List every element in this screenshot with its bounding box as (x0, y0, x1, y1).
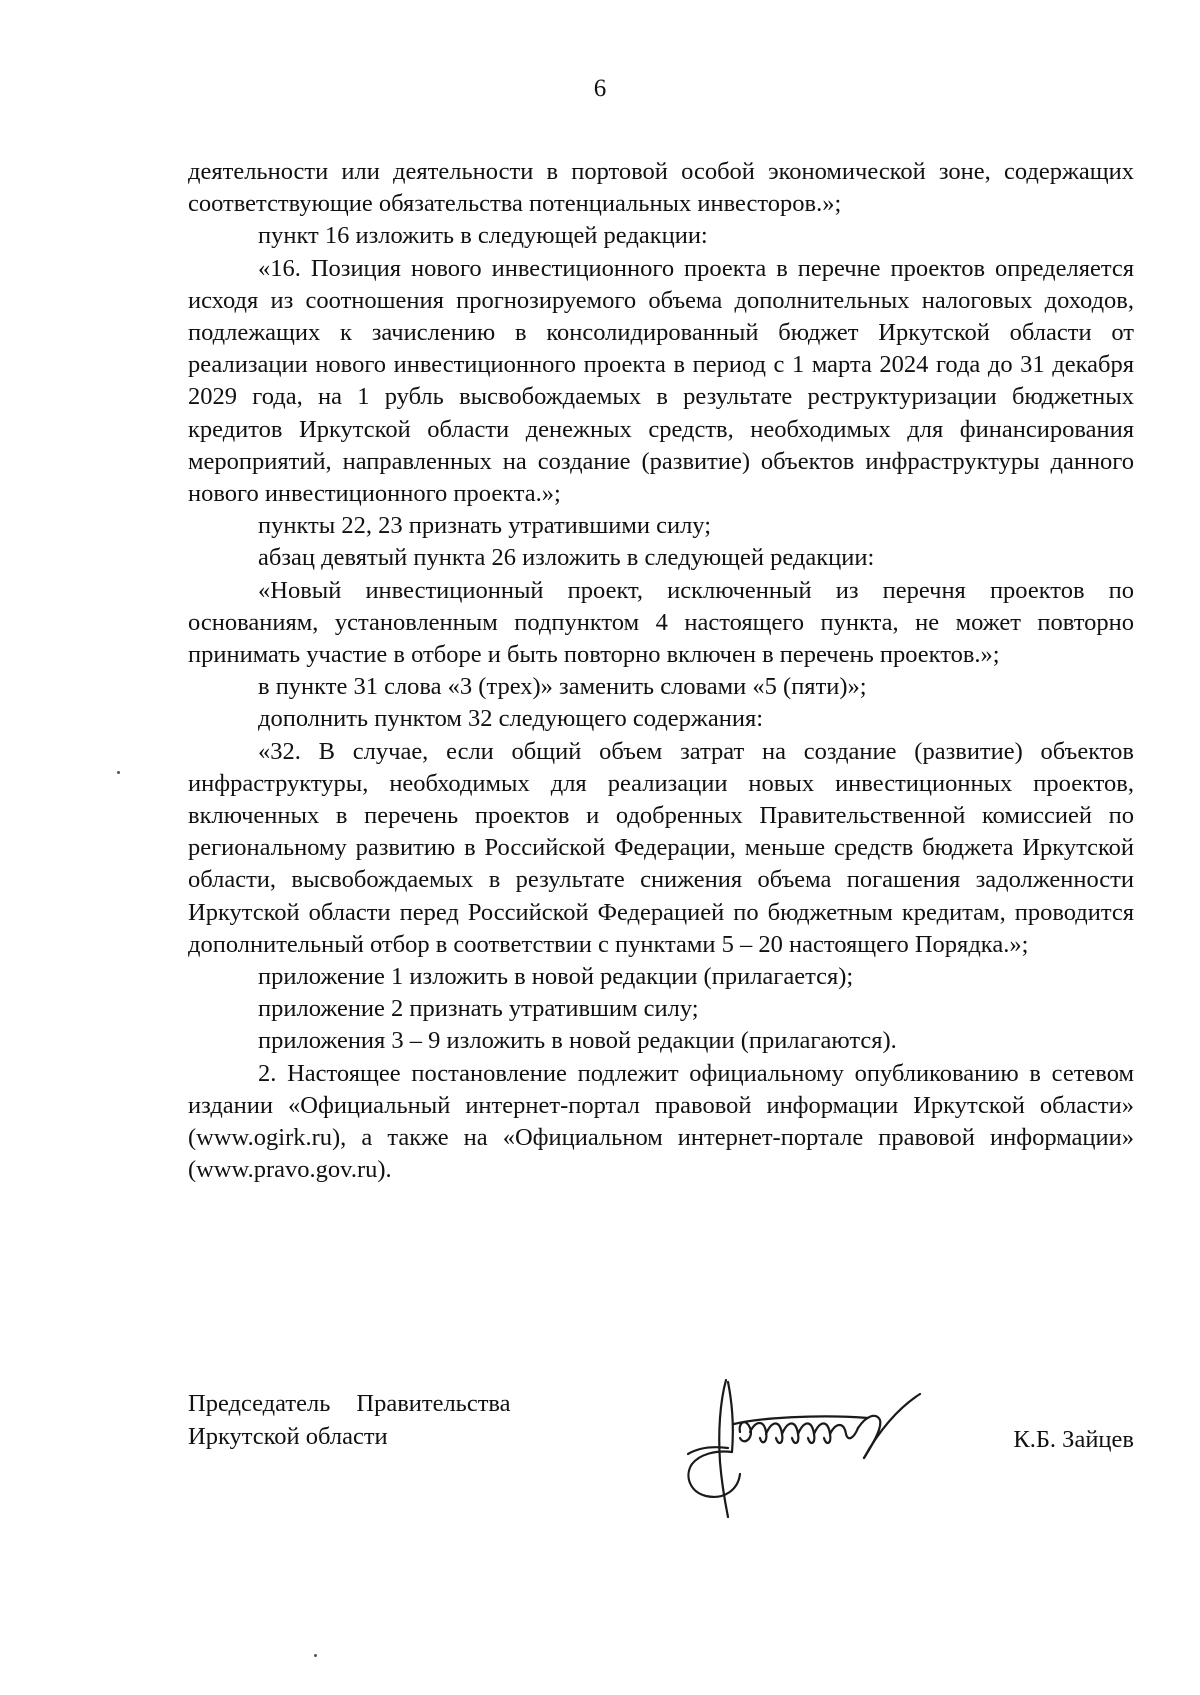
paragraph-point-31: в пункте 31 слова «3 (трех)» заменить словами «5 (пяти)»; (258, 673, 867, 701)
paragraph-point-16-text: «16. Позиция нового инвестиционного проекта в перечне проектов определяется исходя из соотношения прогнозируемого объема дополнительных налоговых доходов, подлежащих к зачислению в консолидированный бюджет Иркутской области от реализации нового инвестиционного проекта в период с 1 марта 2024 года до 31 декабря 2029 года, на 1 рубль высвобождаемых в результате реструктуризации бюджетных кредитов Иркутской области денежных средств, необходимых для финансирования мероприятий, направленных на создание (развитие) объектов инфраструктуры данного нового инвестиционного проекта.»; (188, 254, 1134, 508)
paragraph-point-26-text: «Новый инвестиционный проект, исключенный из перечня проектов по основаниям, установленным подпунктом 4 настоящего пункта, не может повторно принимать участие в отборе и быть повторно включен в перечень проектов.»; (188, 576, 1134, 669)
paragraph-point-16-instruction: пункт 16 изложить в следующей редакции: (258, 222, 708, 250)
paragraph-appendix-2: приложение 2 признать утратившим силу; (258, 995, 699, 1023)
paragraph-appendix-1: приложение 1 изложить в новой редакции (прилагается); (258, 963, 854, 991)
paragraph-publication: 2. Настоящее постановление подлежит официальному опубликованию в сетевом издании «Официальный интернет-портал правовой информации Иркутской области» (www.ogirk.ru), а также на «Официальном интернет-портале правовой информации» (www.pravo.gov.ru). (188, 1059, 1134, 1184)
paragraph-point-26-instruction: абзац девятый пункта 26 изложить в следующей редакции: (258, 544, 875, 572)
paragraph-point-32-text: «32. В случае, если общий объем затрат на создание (развитие) объектов инфраструктуры, необходимых для реализации новых инвестиционных проектов, включенных в перечень проектов и одобренных Правительственной комиссией по региональному развитию в Российской Федерации, меньше средств бюджета Иркутской области, высвобождаемых в результате снижения объема погашения задолженности Иркутской области перед Российской Федерацией по бюджетным кредитам, проводится дополнительный отбор в соответствии с пунктами 5 – 20 настоящего Порядка.»; (188, 737, 1134, 958)
scan-artifact (314, 1654, 317, 1657)
paragraph-continuation: деятельности или деятельности в портовой особой экономической зоне, содержащих соответствующие обязательства потенциальных инвесторов.»; (188, 158, 1134, 218)
page-number: 6 (593, 75, 607, 102)
signature-block (188, 1387, 1134, 1517)
paragraph-point-32-instruction: дополнить пунктом 32 следующего содержания: (258, 705, 764, 733)
signer-title-line-1: Председатель Правительства (188, 1390, 511, 1417)
paragraph-points-22-23: пункты 22, 23 признать утратившими силу; (258, 512, 712, 540)
signer-title-line-2: Иркутской области (188, 1423, 388, 1450)
signer-title (188, 1387, 608, 1453)
signer-name: К.Б. Зайцев (1013, 1426, 1134, 1453)
scan-artifact (117, 771, 120, 774)
handwritten-signature (668, 1372, 948, 1522)
document-body (188, 156, 1134, 1187)
paragraph-appendix-3-9: приложения 3 – 9 изложить в новой редакции (прилагаются). (258, 1027, 897, 1055)
